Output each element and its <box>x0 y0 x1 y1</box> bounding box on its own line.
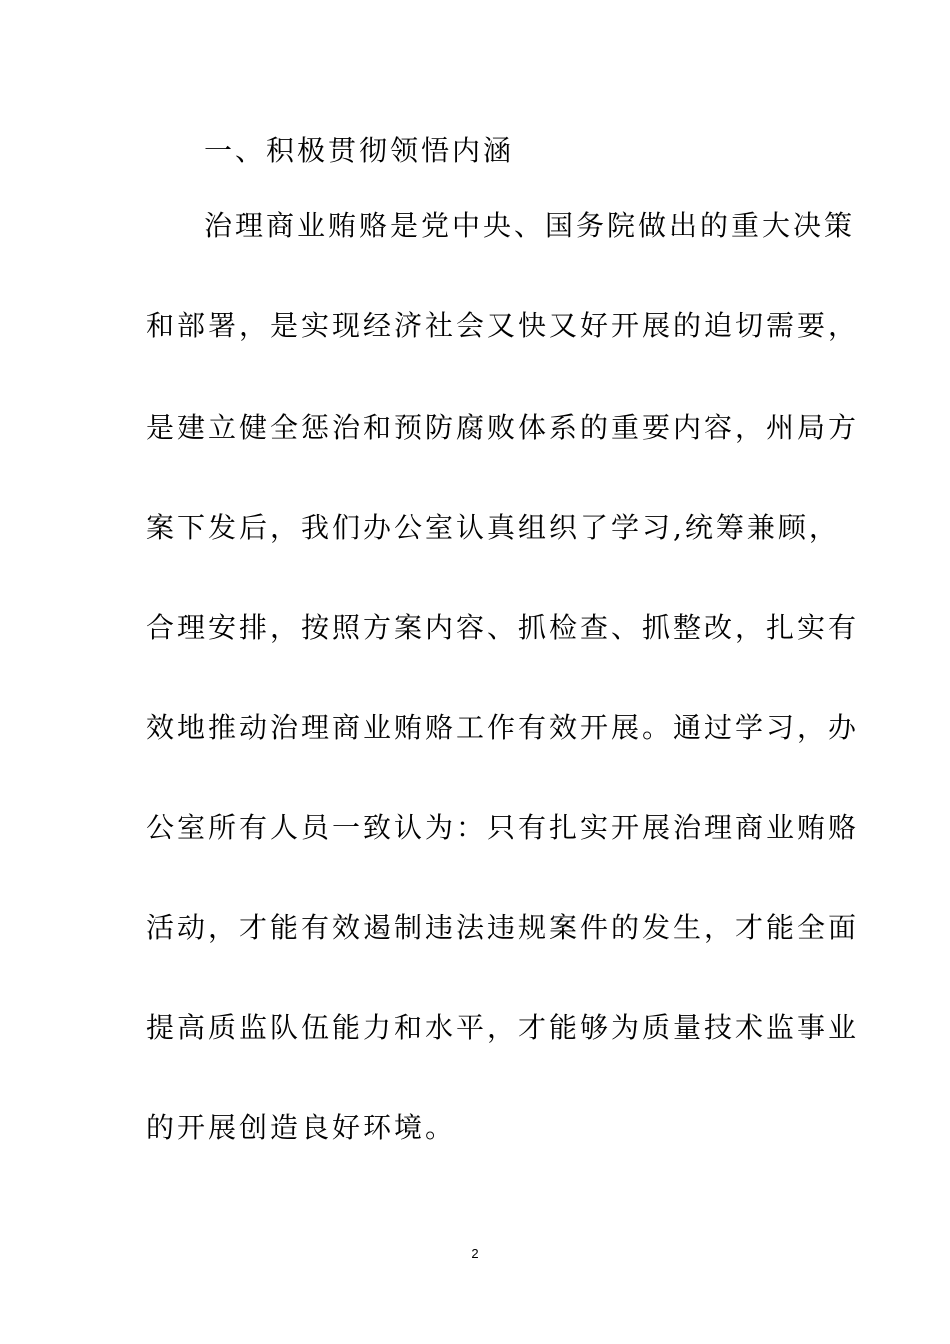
paragraph-line: 治理商业贿赂是党中央、国务院做出的重大决策 <box>204 209 856 242</box>
page-number: 2 <box>471 1246 479 1261</box>
paragraph-line: 案下发后，我们办公室认真组织了学习,统筹兼顾， <box>146 511 840 544</box>
paragraph-line: 公室所有人员一致认为：只有扎实开展治理商业贿赂 <box>146 811 860 844</box>
paragraph-line: 合理安排，按照方案内容、抓检查、抓整改，扎实有 <box>146 611 860 644</box>
paragraph-line: 和部署，是实现经济社会又快又好开展的迫切需要， <box>146 309 860 342</box>
paragraph-line: 效地推动治理商业贿赂工作有效开展。通过学习，办 <box>146 711 860 744</box>
paragraph-line: 是建立健全惩治和预防腐败体系的重要内容，州局方 <box>146 411 860 444</box>
paragraph-line: 活动，才能有效遏制违法违规案件的发生，才能全面 <box>146 911 860 944</box>
section-heading: 一、积极贯彻领悟内涵 <box>204 134 515 167</box>
paragraph-line: 提高质监队伍能力和水平，才能够为质量技术监事业 <box>146 1011 860 1044</box>
paragraph-line: 的开展创造良好环境。 <box>146 1111 457 1144</box>
